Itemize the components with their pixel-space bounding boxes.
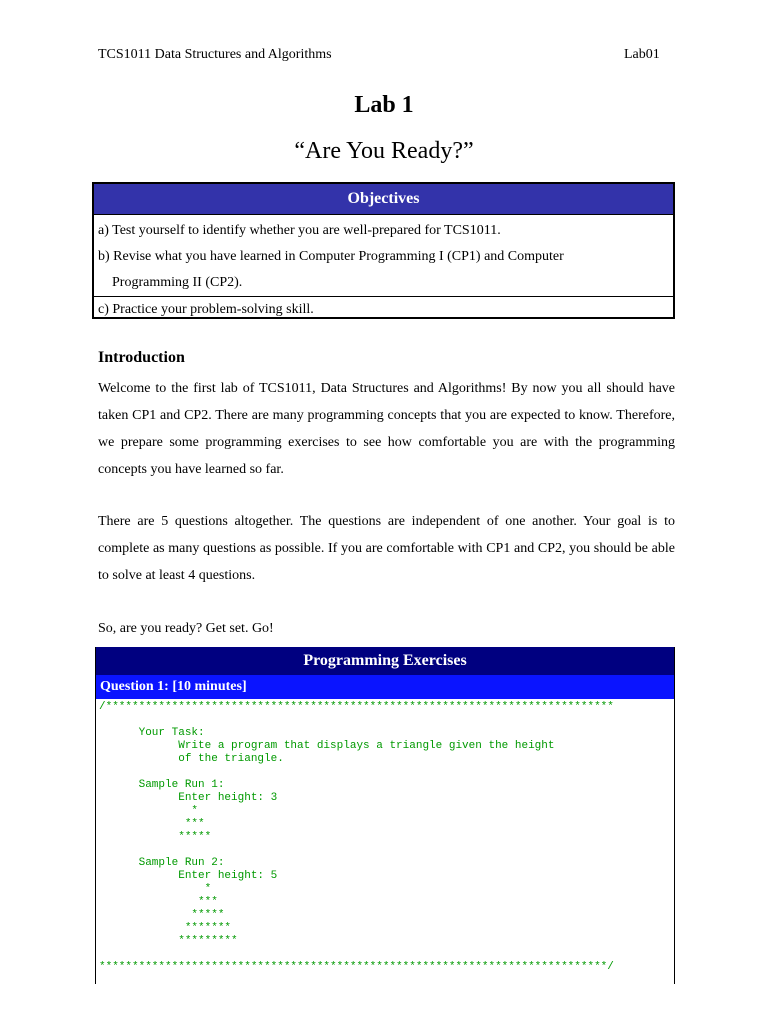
objective-item: b) Revise what you have learned in Computer Programming I (CP1) and Computer (98, 249, 564, 264)
objectives-box (92, 182, 675, 319)
running-header-lab-code: Lab01 (624, 47, 660, 62)
running-header-course: TCS1011 Data Structures and Algorithms (98, 47, 332, 62)
introduction-paragraph: There are 5 questions altogether. The questions are independent of one another. Your goal is to complete as many questions as possible. If you are comfortable with CP1 and CP2, you should be able to solve at least 4 questions. (98, 514, 675, 583)
question-1-code-block: /***************************************************************************** Your Task: Write a program that displays a triangle given the height of the triangle. Sample Run 1: Enter height: 3 * *** ***** Sample Run 2: Enter height: 5 * *** ***** ******* ********* *****************************************************************************/ (99, 701, 614, 973)
exercises-heading: Programming Exercises (96, 647, 674, 675)
introduction-paragraph: Welcome to the first lab of TCS1011, Data Structures and Algorithms! By now you all should have taken CP1 and CP2. There are many programming concepts that you are expected to know. Therefore, we prepare some programming exercises to see how comfortable you are with the programming concepts you have learned so far. (98, 381, 675, 477)
introduction-paragraph: So, are you ready? Get set. Go! (98, 621, 274, 636)
objective-item: a) Test yourself to identify whether you are well-prepared for TCS1011. (98, 223, 501, 238)
page-title: Lab 1 (354, 92, 414, 118)
exercises-box (95, 647, 675, 984)
introduction-heading: Introduction (98, 349, 185, 366)
page-subtitle: “Are You Ready?” (294, 138, 474, 164)
objectives-heading: Objectives (94, 184, 673, 215)
question-1-heading: Question 1: [10 minutes] (96, 675, 674, 699)
objective-item-continuation: Programming II (CP2). (112, 275, 243, 290)
objectives-list (94, 215, 673, 323)
objective-item: c) Practice your problem-solving skill. (94, 296, 673, 323)
